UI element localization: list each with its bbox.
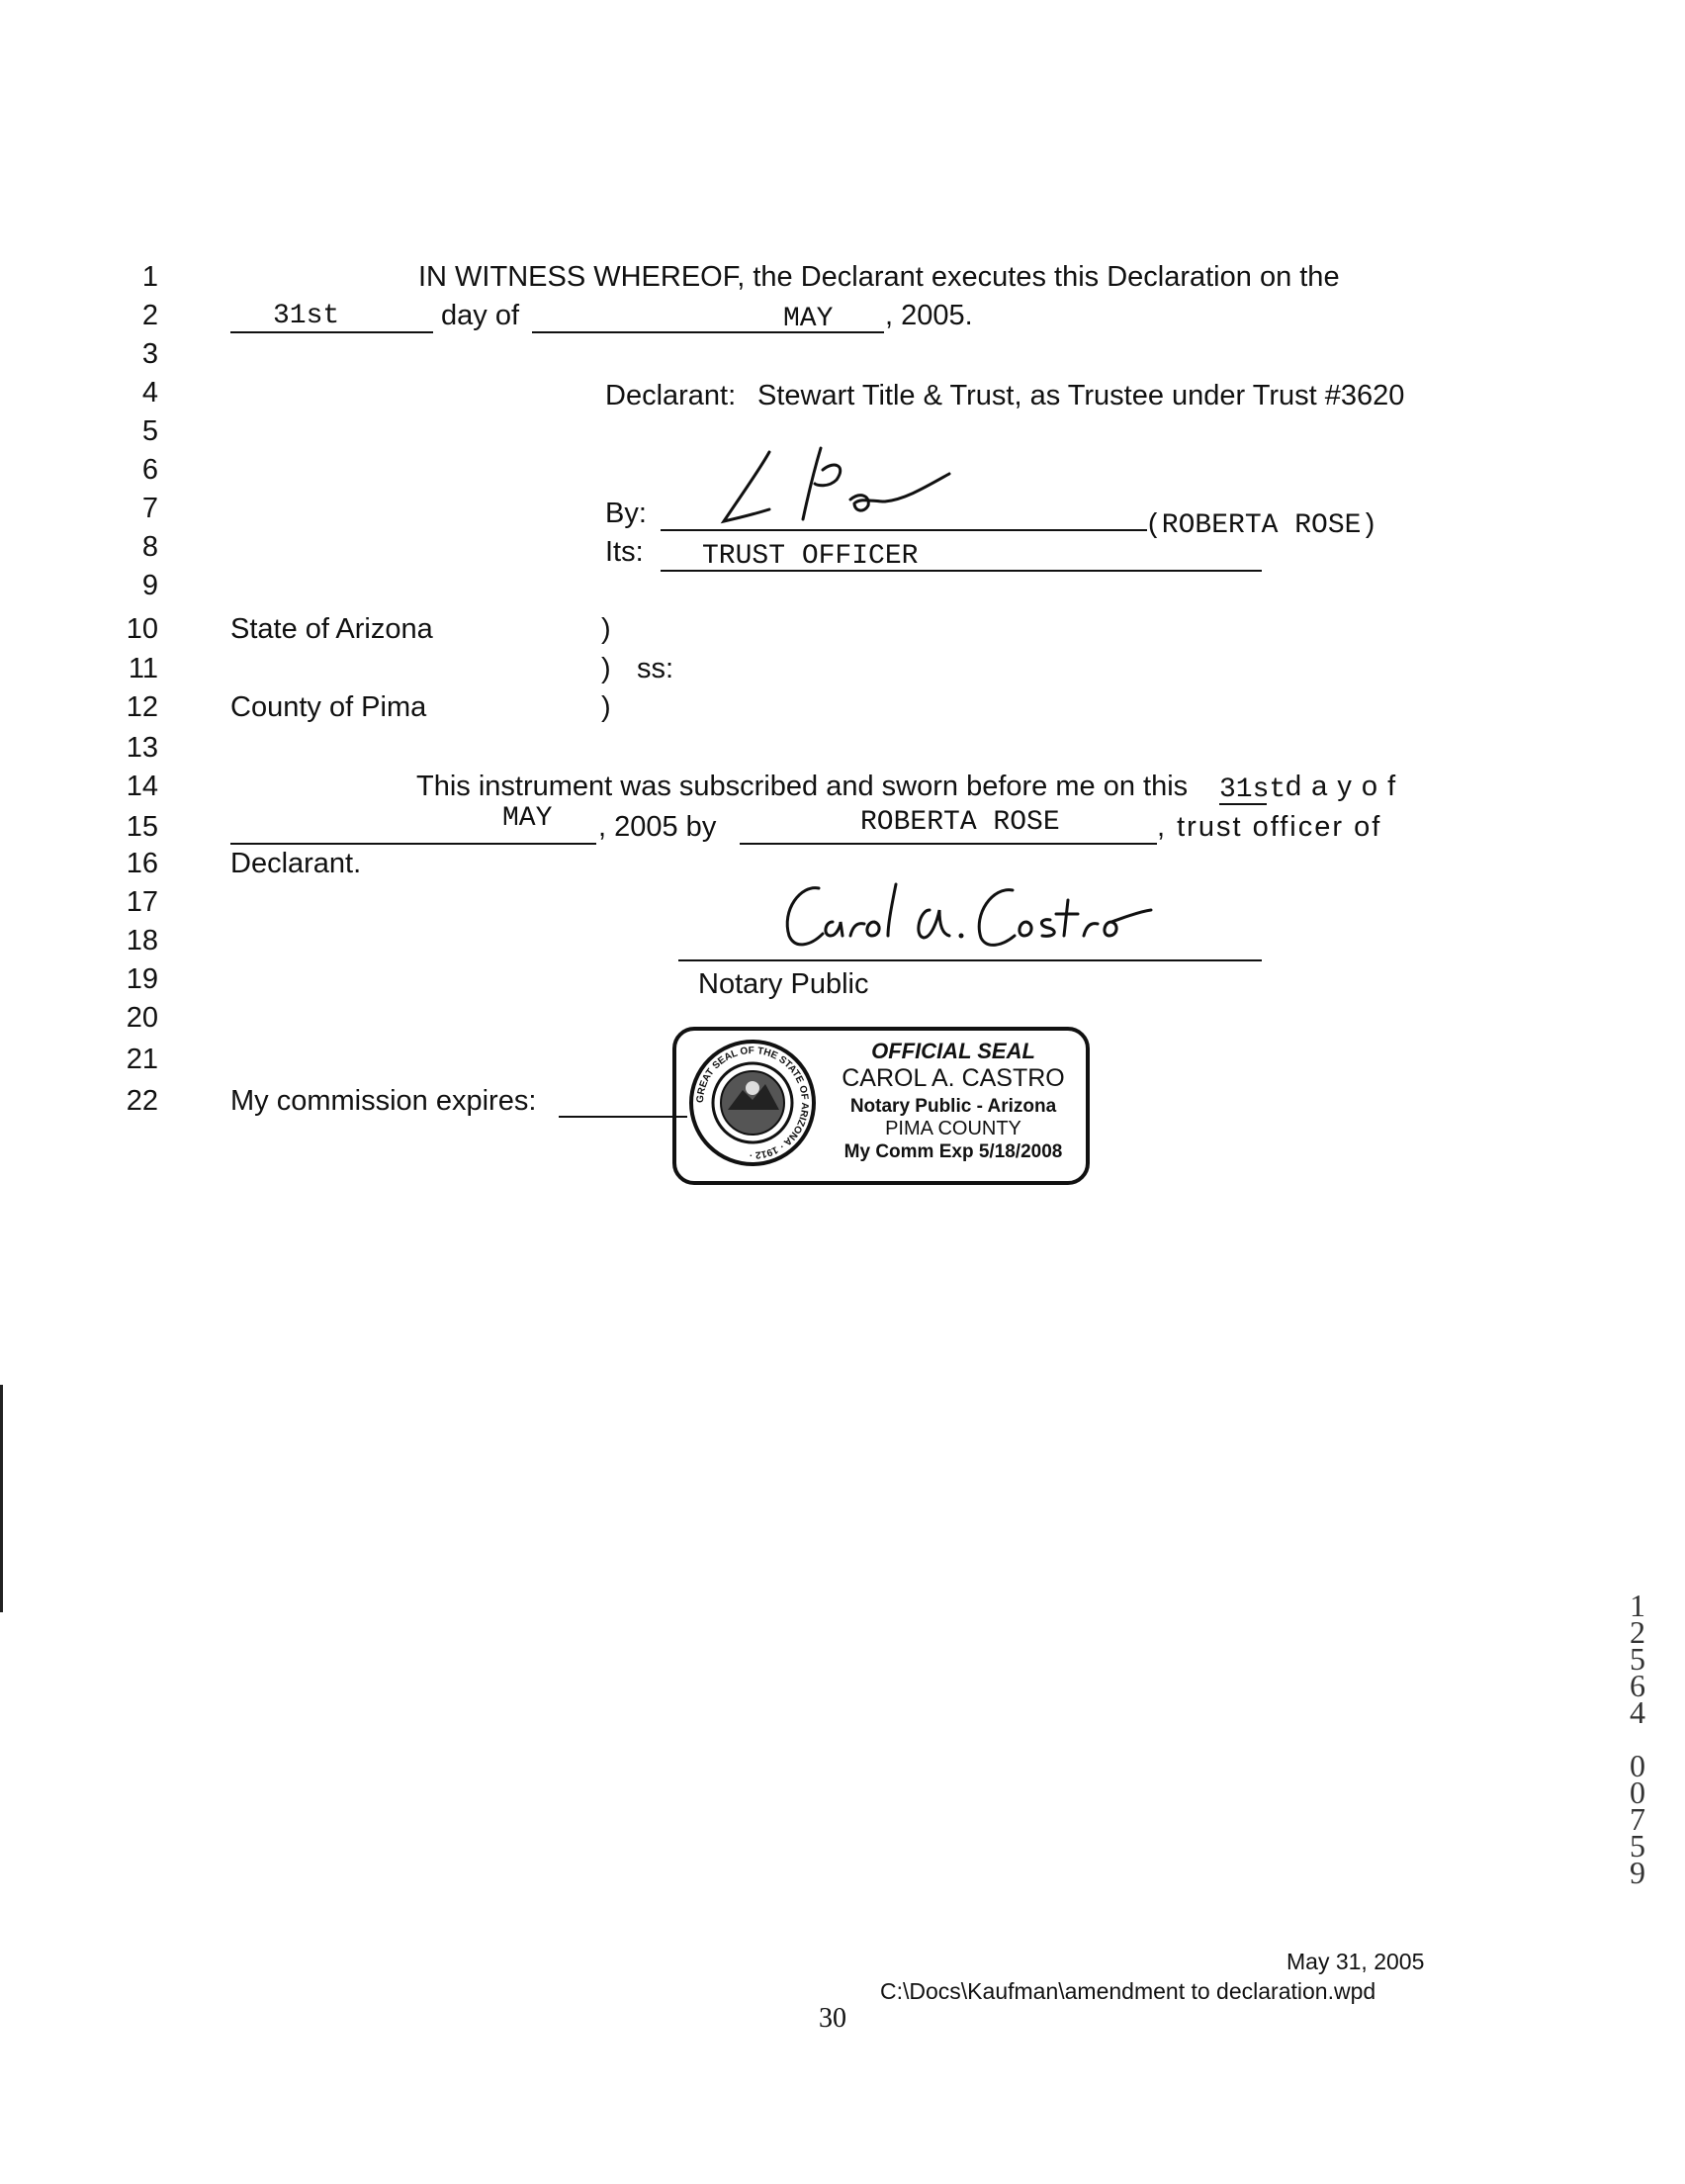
page-number: 30 [819, 2003, 846, 2034]
footer-date: May 31, 2005 [1286, 1949, 1425, 1974]
line-number-16: 16 [126, 848, 158, 879]
line-number-15: 15 [126, 811, 158, 843]
venue-ss: ss: [637, 653, 674, 684]
line-number-4: 4 [141, 377, 158, 409]
line-number-10: 10 [126, 613, 158, 645]
line-number-11: 11 [128, 653, 158, 684]
footer-file-path: C:\Docs\Kaufman\amendment to declaration.wpd [880, 1978, 1376, 2004]
line-number-6: 6 [141, 454, 158, 486]
venue-paren-1: ) [601, 613, 611, 645]
venue-paren-2: ) [601, 653, 611, 684]
line-number-8: 8 [141, 531, 158, 563]
day-blank-line [230, 331, 433, 333]
line-number-14: 14 [126, 771, 158, 802]
witness-year: , 2005. [885, 300, 973, 331]
jurat-line-1: This instrument was subscribed and sworn before me on this [416, 771, 1189, 802]
line-number-7: 7 [141, 493, 158, 524]
seal-emblem-text: GREAT SEAL OF THE STATE OF ARIZONA · 1912 · [694, 1045, 811, 1161]
jurat-month-line [230, 843, 596, 845]
line-number-12: 12 [126, 691, 158, 723]
witness-month-value: MAY [783, 304, 834, 334]
jurat-line-3: Declarant. [230, 848, 362, 879]
jurat-person: ROBERTA ROSE [860, 807, 1060, 838]
seal-title: OFFICIAL SEAL [871, 1039, 1035, 1063]
venue-state: State of Arizona [230, 613, 433, 645]
notary-public-label: Notary Public [698, 968, 869, 1000]
witness-day-value: 31st [273, 301, 340, 331]
line-number-9: 9 [141, 570, 158, 601]
jurat-trust-officer: , trust officer of [1157, 811, 1382, 843]
jurat-day-value: 31st [1219, 774, 1286, 805]
official-seal-stamp [672, 1027, 1090, 1185]
line-number-21: 21 [126, 1044, 158, 1075]
scan-edge-mark [0, 1385, 3, 1612]
line-number-1: 1 [141, 261, 158, 293]
seal-county: PIMA COUNTY [885, 1118, 1021, 1139]
seal-commission-expiry: My Comm Exp 5/18/2008 [843, 1141, 1063, 1162]
line-number-22: 22 [126, 1085, 158, 1117]
jurat-year-by: , 2005 by [598, 811, 717, 843]
day-of-label: day of [441, 300, 519, 331]
arizona-state-seal-emblem [688, 1039, 817, 1167]
venue-county: County of Pima [230, 691, 427, 723]
commission-blank-line [559, 1116, 687, 1118]
notary-signature [771, 870, 1177, 969]
seal-notary-state: Notary Public - Arizona [849, 1096, 1057, 1117]
line-number-3: 3 [141, 338, 158, 370]
signer-title: TRUST OFFICER [702, 541, 919, 572]
venue-paren-3: ) [601, 691, 611, 723]
declarant-name: Stewart Title & Trust, as Trustee under Trust #3620 [757, 380, 1405, 411]
jurat-day-suffix: d a y o f [1286, 771, 1397, 802]
seal-notary-name: CAROL A. CASTRO [842, 1064, 1065, 1092]
roberta-rose-signature [712, 440, 959, 534]
recording-number-side: 1 2 5 6 4 0 0 7 5 9 [1630, 1588, 1645, 1890]
jurat-person-line [740, 843, 1157, 845]
notary-signature-line [678, 959, 1262, 961]
its-label: Its: [605, 536, 644, 568]
line-number-18: 18 [126, 925, 158, 956]
witness-clause: IN WITNESS WHEREOF, the Declarant executes this Declaration on the [418, 261, 1340, 293]
jurat-month-value: MAY [502, 803, 553, 834]
line-number-19: 19 [126, 963, 158, 995]
line-number-20: 20 [126, 1002, 158, 1034]
line-number-13: 13 [126, 732, 158, 764]
by-label: By: [605, 498, 647, 529]
commission-expires-label: My commission expires: [230, 1085, 537, 1117]
line-number-5: 5 [141, 415, 158, 447]
signer-printed-name: (ROBERTA ROSE) [1145, 510, 1378, 541]
declarant-label: Declarant: [605, 380, 737, 411]
line-number-17: 17 [126, 886, 158, 918]
line-number-2: 2 [141, 300, 158, 331]
